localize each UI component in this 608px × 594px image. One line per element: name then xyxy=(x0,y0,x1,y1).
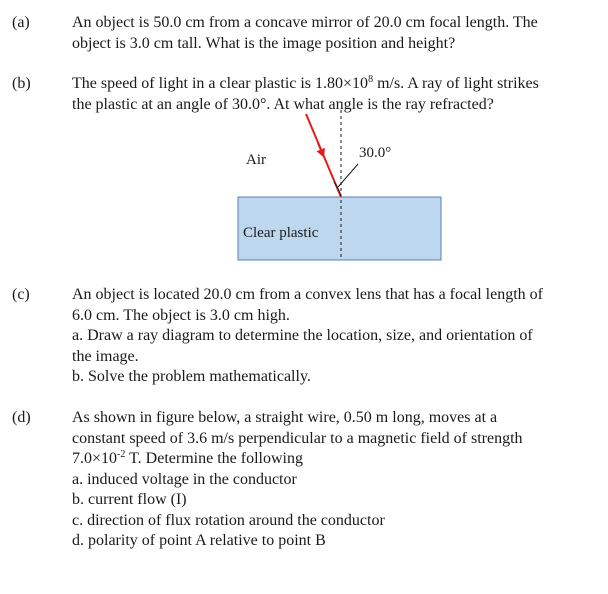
text-segment: The speed of light in a clear plastic is 1.80×10 xyxy=(72,75,369,92)
text-line: c. direction of flux rotation around the conductor xyxy=(72,511,385,529)
ray-arrow-icon xyxy=(318,143,323,155)
problem-text xyxy=(72,285,602,388)
exponent: 8 xyxy=(368,74,374,85)
problem-text xyxy=(72,408,602,552)
angle-label: 30.0° xyxy=(359,145,392,161)
problem-label: (c) xyxy=(12,286,30,303)
text-line: 6.0 cm. The object is 3.0 cm high. xyxy=(72,306,290,324)
text-line: object is 3.0 cm tall. What is the image position and height? xyxy=(72,34,456,52)
text-segment: T. Determine the following xyxy=(125,450,303,467)
angle-pointer xyxy=(338,164,358,187)
problem-text xyxy=(72,13,602,54)
text-line: d. polarity of point A relative to point B xyxy=(72,532,326,549)
text-segment: m/s. A ray of light strikes xyxy=(373,75,539,92)
problem-label: (a) xyxy=(12,14,30,31)
problem-label: (d) xyxy=(12,409,31,426)
text-line: b. current flow (I) xyxy=(72,491,187,508)
text-line: the plastic at an angle of 30.0°. At what angle is the ray refracted? xyxy=(72,95,494,113)
text-line xyxy=(72,74,602,95)
text-segment: 7.0×10 xyxy=(72,450,118,467)
air-label: Air xyxy=(246,152,266,168)
text-line: constant speed of 3.6 m/s perpendicular to a magnetic field of strength xyxy=(72,429,523,447)
text-line: a. induced voltage in the conductor xyxy=(72,470,297,488)
text-line: As shown in figure below, a straight wire, 0.50 m long, moves at a xyxy=(72,409,498,426)
text-line: An object is located 20.0 cm from a convex lens that has a focal length of xyxy=(72,286,543,303)
text-line: the image. xyxy=(72,347,139,365)
refraction-diagram xyxy=(230,108,460,266)
problem-label: (b) xyxy=(12,75,31,92)
exponent: -2 xyxy=(117,449,126,460)
text-line xyxy=(72,449,602,470)
plastic-label: Clear plastic xyxy=(243,225,319,241)
text-line: a. Draw a ray diagram to determine the location, size, and orientation of xyxy=(72,327,533,344)
text-line: An object is 50.0 cm from a concave mirror of 20.0 cm focal length. The xyxy=(72,14,538,31)
text-line: b. Solve the problem mathematically. xyxy=(72,368,311,385)
